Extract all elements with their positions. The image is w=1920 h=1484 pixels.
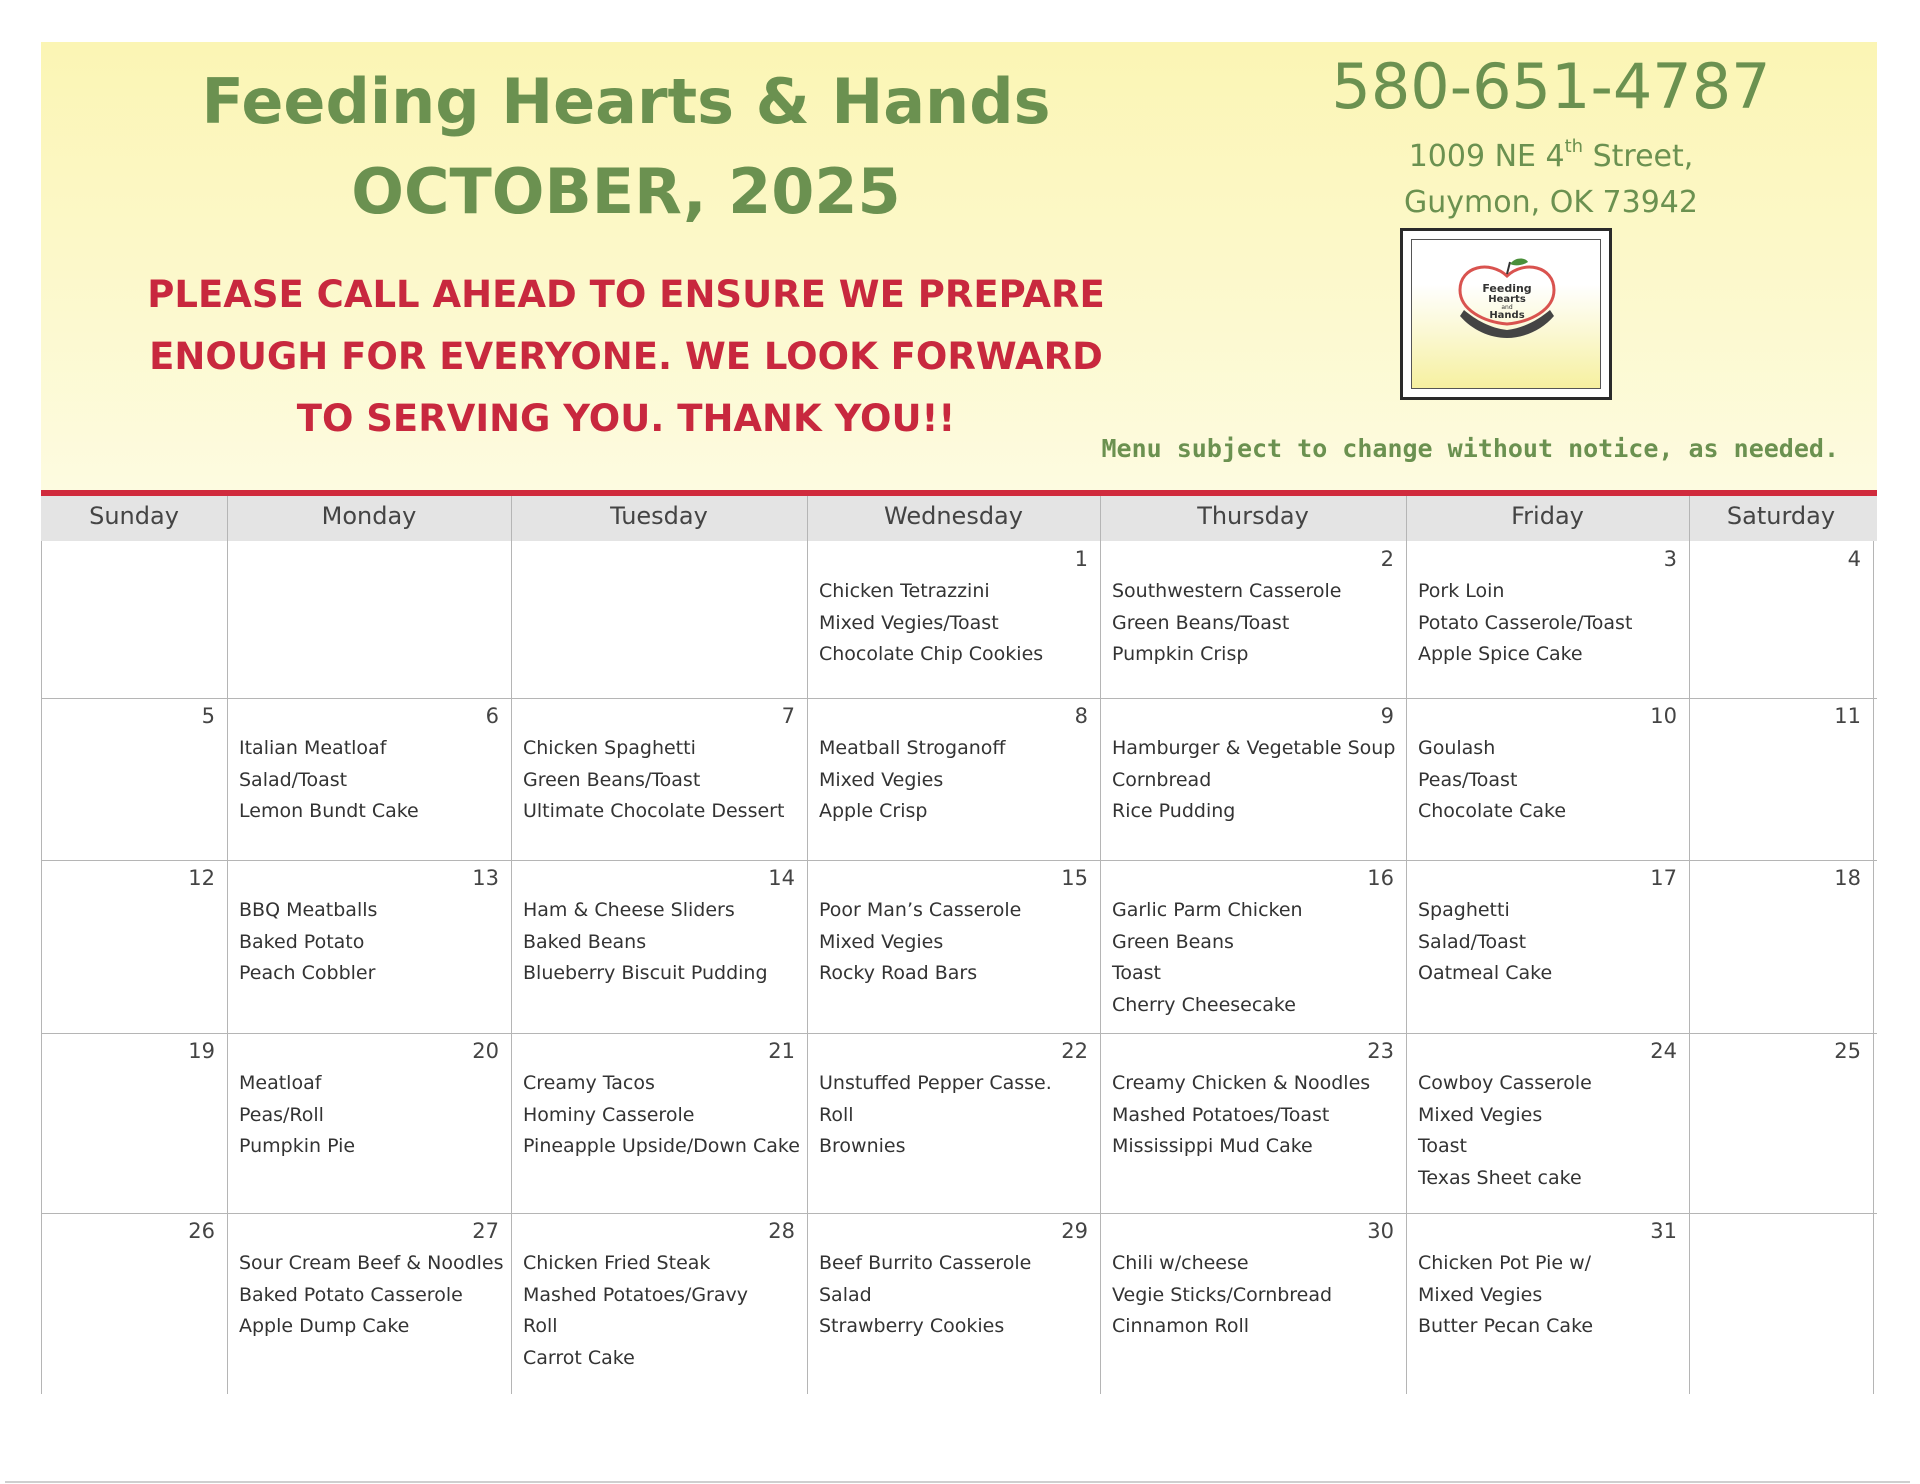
org-name: Feeding Hearts & Hands [201,65,1051,138]
meal-item: Potato Casserole/Toast [1418,611,1633,634]
weekday-label: Wednesday [884,502,1023,530]
meal-item: Garlic Parm Chicken [1112,899,1303,921]
day-number: 5 [201,704,215,728]
calendar-day-cell [1100,860,1406,1033]
page-bottom-rule [5,1481,1910,1483]
meal-item: Cornbread [1112,768,1212,791]
day-number: 20 [472,1039,499,1063]
notice-line: PLEASE CALL AHEAD TO ENSURE WE PREPARE [147,273,1105,316]
apple-hands-logo-icon [1450,254,1564,344]
meal-item: Roll [523,1315,558,1337]
day-number: 24 [1650,1039,1677,1063]
address-ordinal: th [1564,136,1584,157]
logo-text-feeding: Feeding [1482,282,1532,295]
calendar-day-cell [1100,1033,1406,1213]
meal-item: Lemon Bundt Cake [239,800,419,822]
calendar-day-cell [41,1213,227,1394]
meal-list [523,895,803,990]
meal-list [239,895,507,990]
meal-item: Toast [1418,1135,1467,1157]
meal-item: Chicken Spaghetti [523,737,696,759]
meal-list [819,733,1096,828]
day-number: 9 [1380,704,1394,728]
logo-text-hearts: Hearts [1488,294,1526,305]
meal-item: Peas/Toast [1418,768,1518,791]
meal-list [819,1068,1096,1163]
meal-item: Peas/Roll [239,1103,324,1126]
meal-list [523,1068,803,1163]
calendar-day-cell [1100,541,1406,698]
calendar-day-cell [511,1033,807,1213]
meal-item: Baked Potato [239,930,365,953]
meal-item: Ultimate Chocolate Dessert [523,800,785,822]
calendar-day-cell [1689,860,1873,1033]
meal-item: Green Beans [1112,930,1234,953]
header-banner [41,42,1877,490]
meal-list [239,733,507,828]
meal-item: Mixed Vegies/Toast [819,611,999,634]
meal-list [523,1248,803,1374]
address-line-1 [1271,134,1831,180]
notice-line: ENOUGH FOR EVERYONE. WE LOOK FORWARD [149,335,1103,378]
weekday-label: Tuesday [610,502,708,530]
day-number: 8 [1074,704,1088,728]
meal-item: Green Beans/Toast [1112,611,1290,634]
calendar-day-cell [807,541,1100,698]
weekday-header-row [41,496,1877,541]
day-number: 18 [1834,866,1861,890]
meal-item: Peach Cobbler [239,962,376,984]
day-number: 25 [1834,1039,1861,1063]
weekday-label: Saturday [1726,502,1836,530]
day-number: 29 [1061,1219,1088,1243]
meal-item: Salad/Toast [1418,930,1527,953]
meal-item: Rocky Road Bars [819,962,978,984]
logo-inner [1411,239,1601,389]
meal-item: Mixed Vegies [819,768,944,791]
meal-item: Sour Cream Beef & Noodles [239,1252,504,1274]
meal-item: Mississippi Mud Cake [1112,1135,1313,1157]
logo-text-hands: Hands [1489,310,1525,321]
calendar-day-cell [511,698,807,860]
meal-item: Pork Loin [1418,580,1505,602]
meal-list [1418,1248,1685,1343]
meal-item: Blueberry Biscuit Pudding [523,962,768,984]
meal-item: Salad [819,1283,872,1306]
meal-item: Texas Sheet cake [1418,1166,1582,1189]
meal-item: Creamy Tacos [523,1072,655,1094]
meal-list [1112,733,1402,828]
calendar-day-cell [1100,1213,1406,1394]
day-number: 2 [1380,547,1394,571]
meal-list [1418,895,1685,990]
calendar-day-cell [1406,698,1689,860]
meal-item: Rice Pudding [1112,800,1236,822]
meal-item: Beef Burrito Casserole [819,1252,1032,1274]
meal-list [1112,1068,1402,1163]
calendar-day-cell [511,860,807,1033]
meal-item: Apple Crisp [819,800,928,822]
grid-edge-line [1873,541,1874,1394]
calendar-day-cell [807,1213,1100,1394]
calendar-day-cell [227,1033,511,1213]
meal-list [819,895,1096,990]
calendar-day-cell [227,541,511,698]
meal-list [1418,733,1685,828]
calendar-day-cell [1100,698,1406,860]
meal-item: Spaghetti [1418,899,1510,921]
day-number: 21 [768,1039,795,1063]
meal-list [239,1248,507,1343]
meal-item: Unstuffed Pepper Casse. [819,1072,1052,1094]
calendar-day-cell [1406,1033,1689,1213]
meal-item: Roll [819,1103,854,1126]
logo-text-and: and [1501,304,1513,311]
call-ahead-notice [101,264,1151,450]
title-block [101,57,1151,237]
meal-item: Carrot Cake [523,1346,635,1369]
calendar-day-cell [227,698,511,860]
day-number: 14 [768,866,795,890]
calendar-day-cell [41,860,227,1033]
calendar-day-cell [1689,698,1873,860]
meal-item: Chocolate Cake [1418,800,1567,822]
phone-number: 580-651-4787 [1331,50,1771,123]
calendar-day-cell [1689,1033,1873,1213]
meal-item: Chocolate Chip Cookies [819,643,1044,665]
meal-item: Baked Potato Casserole [239,1283,463,1306]
meal-item: Mashed Potatoes/Gravy [523,1283,748,1306]
day-number: 16 [1367,866,1394,890]
meal-item: Chicken Fried Steak [523,1252,711,1274]
meal-item: Creamy Chicken & Noodles [1112,1072,1371,1094]
meal-list [819,1248,1096,1343]
day-number: 30 [1367,1219,1394,1243]
day-number: 13 [472,866,499,890]
meal-list [819,576,1096,671]
meal-item: Pumpkin Pie [239,1135,356,1157]
day-number: 3 [1663,547,1677,571]
meal-list [239,1068,507,1163]
calendar-day-cell [807,1033,1100,1213]
day-number: 22 [1061,1039,1088,1063]
calendar-day-cell [41,698,227,860]
meal-item: Mixed Vegies [1418,1283,1543,1306]
meal-item: Goulash [1418,737,1496,759]
meal-item: Hominy Casserole [523,1103,695,1126]
meal-item: Chicken Pot Pie w/ [1418,1252,1592,1274]
meal-item: Italian Meatloaf [239,737,387,759]
weekday-label: Sunday [89,502,179,530]
day-number: 23 [1367,1039,1394,1063]
meal-item: Ham & Cheese Sliders [523,899,735,921]
address-street-name: Street, [1583,139,1694,174]
address-line-2: Guymon, OK 73942 [1404,185,1698,220]
meal-item: Meatloaf [239,1072,322,1094]
meal-item: Mixed Vegies [819,930,944,953]
day-number: 31 [1650,1219,1677,1243]
meal-item: Southwestern Casserole [1112,580,1342,602]
day-number: 26 [188,1219,215,1243]
meal-item: Oatmeal Cake [1418,962,1553,984]
meal-item: Brownies [819,1135,906,1157]
weekday-label: Monday [321,502,417,530]
meal-item: Cinnamon Roll [1112,1315,1250,1337]
meal-list [1418,576,1685,671]
calendar-day-cell [1406,860,1689,1033]
day-number: 28 [768,1219,795,1243]
day-number: 10 [1650,704,1677,728]
meal-item: Vegie Sticks/Cornbread [1112,1283,1333,1306]
weekday-label: Friday [1511,502,1584,530]
day-number: 15 [1061,866,1088,890]
calendar-day-cell [1406,1213,1689,1394]
meal-item: Poor Man’s Casserole [819,899,1022,921]
weekday-label: Thursday [1197,502,1309,530]
logo [1400,228,1612,400]
meal-item: Apple Spice Cake [1418,643,1583,665]
calendar-day-cell [227,860,511,1033]
calendar-day-cell [511,1213,807,1394]
calendar-day-cell [1689,541,1873,698]
meal-item: Chili w/cheese [1112,1252,1249,1274]
meal-list [1112,576,1402,671]
meal-list [1418,1068,1685,1194]
meal-item: Mixed Vegies [1418,1103,1543,1126]
meal-item: BBQ Meatballs [239,899,378,921]
day-number: 4 [1847,547,1861,571]
calendar-day-cell [227,1213,511,1394]
day-number: 12 [188,866,215,890]
meal-item: Hamburger & Vegetable Soup [1112,737,1396,759]
meal-item: Salad/Toast [239,768,348,791]
meal-item: Cowboy Casserole [1418,1072,1592,1094]
notice-line: TO SERVING YOU. THANK YOU!! [296,397,956,440]
month-title: OCTOBER, 2025 [351,154,901,228]
day-number: 7 [781,704,795,728]
day-number: 1 [1074,547,1088,571]
day-number: 17 [1650,866,1677,890]
meal-item: Green Beans/Toast [523,768,701,791]
meal-item: Butter Pecan Cake [1418,1315,1594,1337]
meal-item: Toast [1112,962,1161,984]
meal-item: Apple Dump Cake [239,1315,410,1337]
meal-item: Chicken Tetrazzini [819,580,990,602]
calendar-day-cell [1406,541,1689,698]
day-number: 6 [485,704,499,728]
calendar-day-cell [1689,1213,1873,1394]
meal-item: Baked Beans [523,930,647,953]
address [1271,134,1831,226]
address-street-number: 1009 NE 4 [1408,139,1565,174]
day-number: 19 [188,1039,215,1063]
day-number: 27 [472,1219,499,1243]
menu-disclaimer: Menu subject to change without notice, as needed. [1101,434,1839,463]
day-number: 11 [1834,704,1861,728]
meal-item: Strawberry Cookies [819,1315,1005,1337]
meal-item: Mashed Potatoes/Toast [1112,1103,1330,1126]
meal-list [523,733,803,828]
meal-item: Pineapple Upside/Down Cake [523,1135,800,1157]
meal-item: Pumpkin Crisp [1112,643,1249,665]
calendar-day-cell [41,1033,227,1213]
calendar-day-cell [511,541,807,698]
calendar-day-cell [41,541,227,698]
meal-item: Cherry Cheesecake [1112,993,1296,1016]
meal-list [1112,895,1402,1021]
meal-list [1112,1248,1402,1343]
meal-item: Meatball Stroganoff [819,737,1006,759]
calendar-day-cell [807,860,1100,1033]
calendar-day-cell [807,698,1100,860]
